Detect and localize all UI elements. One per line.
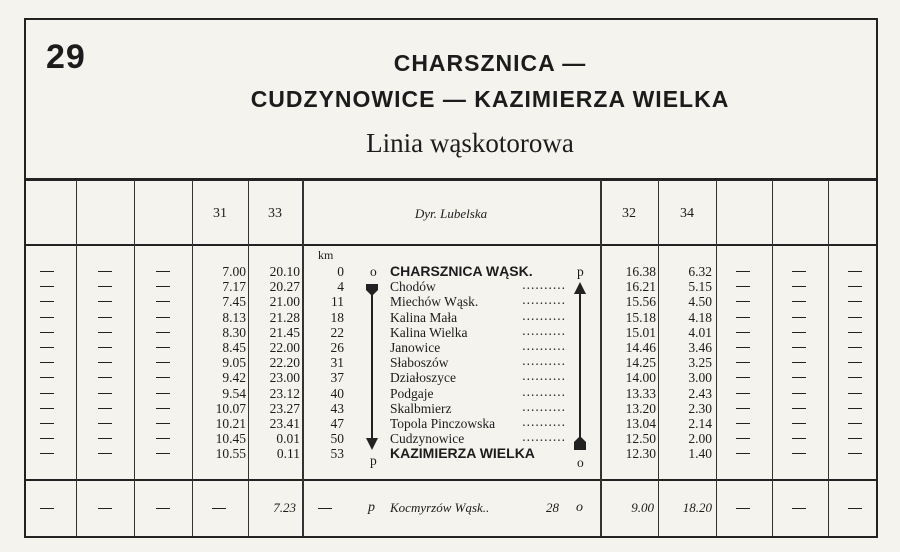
km-value: 22 [330,324,344,340]
train-32-time: 15.56 [625,294,656,310]
dash-mark [98,317,112,318]
dash-mark [736,301,750,302]
leader-dots: .......... [522,398,566,414]
end-marker-p: p [370,453,377,468]
bottom-train-34: 18.20 [682,500,712,515]
km-label: km [318,248,334,262]
start-marker-o: o [370,264,377,279]
dash-mark [848,347,862,348]
leader-dots: .......... [522,277,566,293]
dash-mark [156,286,170,287]
train-32-header: 32 [622,206,636,221]
train-32-time: 12.30 [625,446,656,462]
train-34-time: 2.43 [688,385,712,401]
km-value: 18 [330,309,344,325]
leader-dots: .......... [522,338,566,353]
dash-mark [156,453,170,454]
bottom-train-32: 9.00 [631,500,654,515]
station-name: Działoszyce [390,370,456,386]
subtitle: Linia wąskotorowa [366,128,574,158]
dash-mark [156,423,170,424]
train-34-time: 2.14 [688,416,712,431]
dash-mark [736,286,750,287]
dash-mark [156,438,170,439]
start-marker-p: p [577,264,584,279]
train-31-time: 7.45 [222,294,246,310]
dash-mark [156,317,170,318]
dash-mark [792,508,806,509]
train-34-time: 4.50 [688,294,712,310]
dash-mark [792,393,806,394]
dash-mark [98,301,112,302]
column-divider [302,180,304,536]
dash-mark [848,271,862,272]
km-value: 37 [330,370,344,386]
dash-mark [40,286,54,287]
dash-mark [98,508,112,509]
dash-mark [792,286,806,287]
dash-mark [848,317,862,318]
train-33-time: 23.41 [269,416,300,431]
train-31-header: 31 [213,206,227,221]
station-name: Topola Pinczowska [390,416,496,431]
train-32-time: 13.33 [625,385,656,401]
km-value: 43 [330,400,344,416]
train-32-time: 12.50 [625,431,656,447]
train-31-time: 10.21 [215,416,246,431]
leader-dots: .......... [522,368,566,384]
train-31-time: 9.42 [222,370,246,386]
title-line-2: CUDZYNOWICE — KAZIMIERZA WIELKA [250,86,730,112]
train-32-time: 13.20 [625,400,656,416]
station-name: Janowice [390,340,441,355]
dash-mark [98,438,112,439]
dash-mark [848,332,862,333]
dash-mark [98,453,112,454]
dash-mark [736,271,750,272]
dash-mark [98,377,112,378]
train-34-time: 6.32 [688,264,712,279]
dash-mark [792,423,806,424]
dash-mark [40,393,54,394]
dash-mark [736,438,750,439]
leader-dots: .......... [522,353,566,369]
bottom-marker-p: p [368,500,375,515]
dash-mark [848,508,862,509]
km-value: 53 [330,446,344,462]
bottom-km: 28 [546,500,559,515]
dash-mark [40,438,54,439]
train-33-time: 0.01 [276,431,300,447]
column-header-rule [24,244,878,246]
dash-mark [848,408,862,409]
leader-dots: .......... [522,429,566,445]
train-31-time: 8.30 [222,324,246,340]
train-33-time: 21.00 [269,294,300,310]
dash-mark [156,271,170,272]
dash-mark [40,453,54,454]
train-31-time: 7.00 [222,264,246,279]
dash-mark [40,362,54,363]
km-value: 0 [337,264,344,279]
dash-mark [792,332,806,333]
km-value: 4 [337,279,344,295]
dash-mark [736,453,750,454]
dash-mark [40,508,54,509]
train-31-time: 8.13 [222,309,246,325]
train-33-time: 22.00 [269,340,300,355]
title-line-1: CHARSZNICA — [393,50,587,76]
dash-mark [792,271,806,272]
dash-mark [736,408,750,409]
train-33-time: 0.11 [276,446,300,462]
train-34-time: 4.01 [688,324,712,340]
dash-mark [98,362,112,363]
bottom-station: Kocmyrzów Wąsk.. [390,500,490,515]
station-name: Podgaje [390,385,434,401]
column-divider [828,180,829,536]
train-31-time: 7.17 [222,279,246,295]
dash-mark [736,393,750,394]
dash-mark [40,408,54,409]
leader-dots: .......... [522,383,566,399]
dash-mark [792,453,806,454]
dash-mark [40,332,54,333]
train-34-time: 5.15 [688,279,712,295]
dash-mark [156,347,170,348]
train-34-time: 1.40 [688,446,712,462]
dash-mark [736,362,750,363]
dash-mark [98,423,112,424]
train-34-time: 3.46 [688,340,712,355]
dash-mark [156,377,170,378]
train-33-time: 22.20 [269,355,300,371]
train-31-time: 10.45 [215,431,246,447]
dash-mark [98,347,112,348]
dash-mark [736,332,750,333]
train-33-time: 21.28 [269,309,300,325]
train-32-time: 13.04 [625,416,656,431]
train-31-time: 10.55 [215,446,246,462]
station-name: Słaboszów [390,355,449,371]
bottom-train-33: 7.23 [273,500,296,515]
bottom-marker-o: o [576,500,583,515]
train-33-time: 23.00 [269,370,300,386]
dash-mark [98,271,112,272]
dash-mark [848,377,862,378]
dash-mark [98,393,112,394]
km-value: 11 [331,294,344,310]
train-32-time: 15.01 [625,324,656,340]
train-34-time: 2.30 [688,400,712,416]
train-32-time: 14.46 [625,340,656,355]
leader-dots: .......... [522,414,566,429]
train-34-time: 2.00 [688,431,712,447]
leader-dots: .......... [522,307,566,323]
train-32-time: 16.21 [625,279,656,295]
station-name: Skalbmierz [390,400,452,416]
train-31-time: 9.05 [222,355,246,371]
dash-mark [848,301,862,302]
down-arrow-icon [364,282,380,452]
dash-mark [736,347,750,348]
station-name: Chodów [390,279,436,295]
train-33-time: 20.27 [269,279,300,295]
leader-dots: .......... [522,322,566,338]
km-value: 26 [330,340,344,355]
train-33-time: 20.10 [269,264,300,279]
train-32-time: 15.18 [625,309,656,325]
bottom-section-rule [24,479,878,481]
column-divider [76,180,77,536]
dash-mark [792,408,806,409]
train-31-time: 10.07 [215,400,246,416]
dash-mark [848,286,862,287]
dash-mark [848,362,862,363]
station-name: Kalina Wielka [390,324,468,340]
dash-mark [156,332,170,333]
dash-mark [792,438,806,439]
train-33-header: 33 [268,206,282,221]
dash-mark [40,271,54,272]
dash-mark [156,508,170,509]
train-33-time: 23.12 [269,385,300,401]
table-number: 29 [46,38,86,76]
train-31-time: 9.54 [222,385,246,401]
dash-mark [848,393,862,394]
dash-mark [736,377,750,378]
dash-mark [40,317,54,318]
dash-mark [736,508,750,509]
train-34-header: 34 [680,206,694,221]
directorate-header: Dyr. Lubelska [414,206,488,221]
dash-mark [792,347,806,348]
dash-mark [98,286,112,287]
train-32-time: 16.38 [625,264,656,279]
dash-mark [318,508,332,509]
column-divider [134,180,135,536]
train-34-time: 3.00 [688,370,712,386]
train-33-time: 21.45 [269,324,300,340]
column-divider [772,180,773,536]
dash-mark [848,423,862,424]
dash-mark [40,347,54,348]
end-marker-o: o [577,455,584,470]
dash-mark [736,423,750,424]
dash-mark [98,408,112,409]
dash-mark [736,317,750,318]
train-34-time: 3.25 [688,355,712,371]
dash-mark [40,301,54,302]
header-rule [24,178,878,181]
dash-mark [98,332,112,333]
km-value: 31 [330,355,344,371]
dash-mark [40,423,54,424]
dash-mark [848,453,862,454]
dash-mark [156,362,170,363]
station-name: CHARSZNICA WĄSK. [390,263,533,279]
km-value: 40 [330,385,344,401]
dash-mark [212,508,226,509]
dash-mark [156,393,170,394]
train-31-time: 8.45 [222,340,246,355]
up-arrow-icon [572,282,588,452]
dash-mark [792,362,806,363]
train-32-time: 14.25 [625,355,656,371]
train-34-time: 4.18 [688,309,712,325]
train-32-time: 14.00 [625,370,656,386]
column-divider [716,180,717,536]
km-value: 50 [330,431,344,447]
dash-mark [792,377,806,378]
dash-mark [792,317,806,318]
leader-dots: .......... [522,292,566,308]
station-name: Cudzynowice [390,431,465,447]
dash-mark [156,408,170,409]
station-name: Miechów Wąsk. [390,294,479,310]
station-name: Kalina Mała [390,309,458,325]
dash-mark [40,377,54,378]
dash-mark [848,438,862,439]
dash-mark [792,301,806,302]
train-33-time: 23.27 [269,400,300,416]
km-value: 47 [330,416,344,431]
dash-mark [156,301,170,302]
station-name: KAZIMIERZA WIELKA [390,445,535,462]
